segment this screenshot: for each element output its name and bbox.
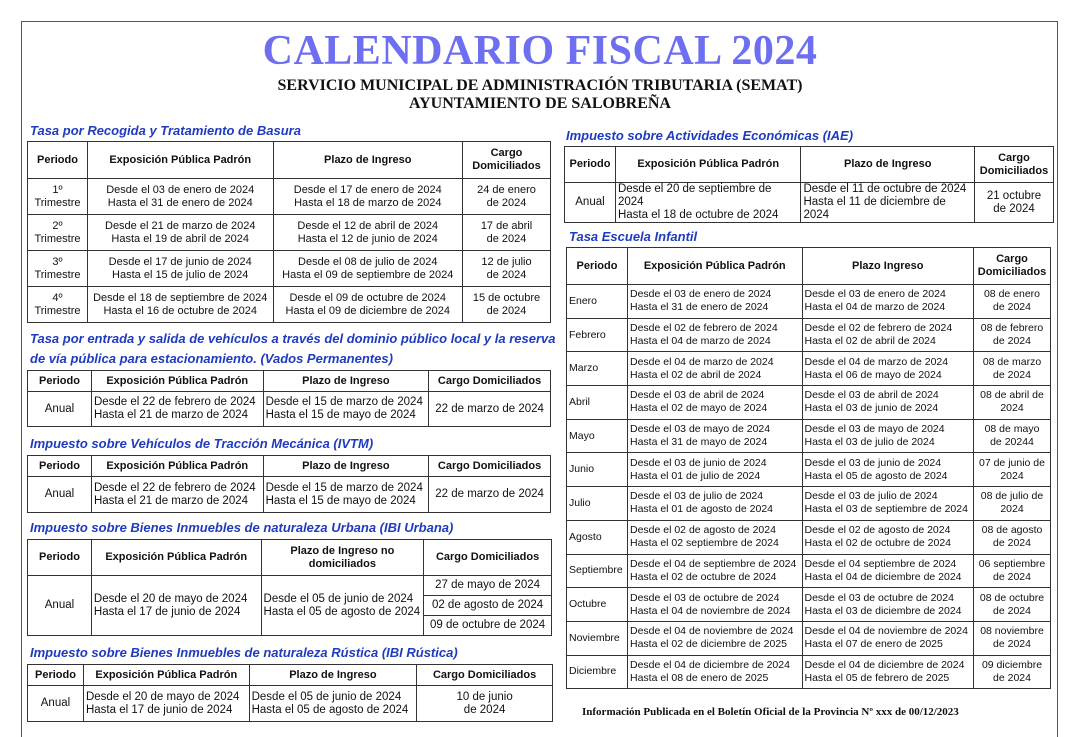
section-title-vados-line1: Tasa por entrada y salida de vehículos a través del dominio público local y la reserva — [30, 331, 556, 346]
header-exposicion: Exposición Pública Padrón — [627, 248, 802, 285]
plazo-text: Desde el 03 de octubre de 2024 — [804, 591, 954, 604]
header-periodo: Periodo — [28, 371, 92, 392]
header-plazo: Plazo Ingreso — [802, 248, 974, 285]
cargo-text: de 2024 — [993, 537, 1031, 550]
exposicion-text: Desde el 02 de febrero de 2024 — [629, 322, 778, 335]
plazo-text: Desde el 05 de junio de 2024 — [263, 592, 414, 605]
exposicion-text: Hasta el 15 de julio de 2024 — [112, 268, 249, 281]
table-ivtm — [27, 455, 551, 513]
table-row — [567, 386, 1051, 420]
plazo-text: Hasta el 03 de diciembre de 2024 — [804, 604, 962, 617]
table-row — [567, 453, 1051, 487]
cargo-text: 09 de octubre de 2024 — [424, 616, 552, 636]
header-cargo: Cargo Domiciliados — [463, 142, 551, 179]
periodo-text: Anual — [28, 576, 92, 636]
header-plazo: Plazo de Ingreso — [273, 142, 463, 179]
page-subtitle-ayuntamiento: AYUNTAMIENTO DE SALOBREÑA — [409, 95, 671, 112]
cargo-text: de 2024 — [463, 703, 506, 716]
section-title-vados-line2: de vía pública para estacionamiento. (Vados Permanentes) — [30, 351, 393, 366]
plazo-text: Hasta el 04 de marzo de 2024 — [804, 301, 946, 314]
plazo-text: Desde el 02 de agosto de 2024 — [804, 524, 951, 537]
cargo-text: de 2024 — [993, 301, 1031, 314]
table-row — [567, 419, 1051, 453]
plazo-text: Desde el 11 de octubre de 2024 — [803, 183, 967, 195]
cargo-text: 08 noviembre — [980, 625, 1044, 638]
plazo-text: Desde el 04 de noviembre de 2024 — [804, 625, 968, 638]
cargo-text: de 2024 — [993, 671, 1031, 684]
plazo-text: Hasta el 03 de septiembre de 2024 — [804, 503, 968, 516]
table-row — [28, 287, 551, 323]
header-periodo: Periodo — [565, 147, 616, 183]
plazo-text: Hasta el 05 de agosto de 2024 — [263, 605, 421, 618]
cargo-text: 08 de mayo — [984, 423, 1040, 436]
exposicion-text: Hasta el 04 de marzo de 2024 — [629, 335, 771, 348]
page-title: CALENDARIO FISCAL 2024 — [262, 28, 818, 74]
exposicion-text: Hasta el 31 de mayo de 2024 — [629, 436, 768, 449]
header-exposicion: Exposición Pública Padrón — [87, 142, 273, 179]
periodo-text: Anual — [28, 477, 92, 513]
cargo-text: de 2024 — [486, 268, 527, 281]
cargo-text: de 2024 — [486, 304, 527, 317]
cargo-text: 12 de julio — [481, 255, 532, 268]
cargo-text: 2024 — [1000, 503, 1024, 516]
plazo-text: Desde el 04 de diciembre de 2024 — [804, 658, 965, 671]
section-title-ivtm: Impuesto sobre Vehículos de Tracción Mecánica (IVTM) — [30, 436, 374, 451]
exposicion-text: Desde el 03 de abril de 2024 — [629, 389, 765, 402]
cargo-text: 08 de marzo — [982, 355, 1042, 368]
exposicion-text: Desde el 04 de marzo de 2024 — [629, 355, 774, 368]
exposicion-text: Desde el 18 de septiembre de 2024 — [93, 291, 268, 304]
cargo-text: 2024 — [1000, 402, 1024, 415]
cargo-text: 21 octubre — [986, 189, 1042, 202]
exposicion-text: Desde el 20 de mayo de 2024 — [85, 690, 240, 703]
exposicion-text: Hasta el 01 de julio de 2024 — [629, 469, 761, 482]
plazo-text: Desde el 15 de marzo de 2024 — [265, 396, 423, 408]
table-row — [567, 318, 1051, 352]
header-periodo: Periodo — [28, 540, 92, 576]
table-basura — [27, 141, 551, 323]
header-periodo: Periodo — [28, 665, 84, 686]
cargo-text: 22 de marzo de 2024 — [429, 477, 551, 513]
cargo-text: 07 de junio de — [979, 456, 1045, 469]
plazo-text: Hasta el 18 de marzo de 2024 — [294, 196, 442, 209]
page-subtitle-semat: SERVICIO MUNICIPAL DE ADMINISTRACIÓN TRIBUTARIA (SEMAT) — [277, 77, 803, 94]
month-text: Noviembre — [569, 631, 620, 644]
cargo-text: 10 de junio — [456, 690, 513, 703]
table-row — [28, 686, 553, 722]
plazo-text: Desde el 03 de junio de 2024 — [804, 456, 942, 469]
plazo-text: Desde el 12 de abril de 2024 — [297, 219, 439, 232]
exposicion-text: Desde el 20 de mayo de 2024 — [93, 592, 248, 605]
table-escuela — [566, 247, 1051, 689]
cargo-text: de 2024 — [486, 196, 527, 209]
cargo-text: de 2024 — [993, 604, 1031, 617]
exposicion-text: Desde el 03 de mayo de 2024 — [629, 423, 771, 436]
table-row — [28, 392, 551, 427]
exposicion-text: Desde el 22 de febrero de 2024 — [93, 481, 256, 494]
periodo-text: 4º — [52, 291, 63, 304]
exposicion-text: Desde el 03 de enero de 2024 — [629, 288, 772, 301]
exposicion-text: Hasta el 02 de diciembre de 2025 — [629, 638, 788, 651]
periodo-text: 1º — [52, 183, 63, 196]
header-periodo: Periodo — [567, 248, 628, 285]
cargo-text: 17 de abril — [480, 219, 533, 232]
cargo-text: de 2024 — [993, 638, 1031, 651]
table-row — [28, 215, 551, 251]
month-text: Abril — [569, 395, 591, 408]
section-title-basura: Tasa por Recogida y Tratamiento de Basura — [30, 123, 301, 138]
plazo-text: Desde el 09 de octubre de 2024 — [289, 291, 447, 304]
exposicion-text: Hasta el 17 de junio de 2024 — [85, 703, 233, 716]
exposicion-text: Desde el 22 de febrero de 2024 — [93, 396, 256, 408]
cargo-text: de 2024 — [993, 570, 1031, 583]
plazo-text: Hasta el 02 de octubre de 2024 — [804, 537, 952, 550]
exposicion-text: Hasta el 02 septiembre de 2024 — [629, 537, 779, 550]
cargo-text: 02 de agosto de 2024 — [424, 596, 552, 616]
table-iae — [564, 146, 1054, 223]
plazo-text: Hasta el 05 de agosto de 2024 — [251, 703, 409, 716]
exposicion-text: Hasta el 21 de marzo de 2024 — [93, 409, 249, 421]
month-text: Diciembre — [569, 665, 617, 678]
month-text: Septiembre — [569, 564, 623, 577]
exposicion-text: Desde el 20 de septiembre de 2024 — [617, 183, 772, 208]
month-text: Mayo — [569, 429, 595, 442]
cargo-text: de 2024 — [993, 202, 1035, 215]
cargo-text: 27 de mayo de 2024 — [424, 576, 552, 596]
table-row — [567, 621, 1051, 655]
header-exposicion: Exposición Pública Padrón — [83, 665, 249, 686]
table-row — [28, 179, 551, 215]
cargo-text: 09 diciembre — [981, 658, 1043, 671]
periodo-text: Anual — [28, 686, 84, 722]
exposicion-text: Desde el 02 de agosto de 2024 — [629, 524, 776, 537]
header-periodo: Periodo — [28, 456, 92, 477]
header-cargo: Cargo Domiciliados — [429, 371, 551, 392]
cargo-text: de 2024 — [486, 232, 527, 245]
table-row — [567, 352, 1051, 386]
exposicion-text: Desde el 03 de julio de 2024 — [629, 490, 764, 503]
header-cargo: Cargo Domiciliados — [974, 248, 1051, 285]
plazo-text: Desde el 03 de julio de 2024 — [804, 490, 938, 503]
exposicion-text: Desde el 21 de marzo de 2024 — [105, 219, 256, 232]
cargo-text: 15 de octubre — [472, 291, 541, 304]
plazo-text: Hasta el 03 de julio de 2024 — [804, 436, 935, 449]
exposicion-text: Hasta el 02 de mayo de 2024 — [629, 402, 768, 415]
header-plazo: Plazo de Ingreso — [263, 371, 429, 392]
cargo-text: de 2024 — [993, 335, 1031, 348]
cargo-text: de 20244 — [990, 436, 1034, 449]
header-cargo: Cargo Domiciliados — [974, 147, 1053, 183]
cargo-text: 08 de febrero — [980, 322, 1044, 335]
exposicion-text: Desde el 03 de enero de 2024 — [106, 183, 255, 196]
plazo-text: Hasta el 05 de febrero de 2025 — [804, 671, 950, 684]
plazo-text: Hasta el 02 de abril de 2024 — [804, 335, 936, 348]
month-text: Febrero — [569, 328, 606, 341]
header-cargo: Cargo Domiciliados — [429, 456, 551, 477]
table-row — [567, 520, 1051, 554]
exposicion-text: Hasta el 19 de abril de 2024 — [111, 232, 250, 245]
header-exposicion: Exposición Pública Padrón — [91, 456, 263, 477]
cargo-text: 24 de enero — [477, 183, 536, 196]
periodo-text: Trimestre — [34, 304, 81, 317]
header-cargo: Cargo Domiciliados — [424, 540, 552, 576]
exposicion-text: Hasta el 16 de octubre de 2024 — [103, 304, 257, 317]
section-title-iae: Impuesto sobre Actividades Económicas (IAE) — [566, 128, 854, 143]
plazo-text: Desde el 04 septiembre de 2024 — [804, 557, 957, 570]
plazo-text: Hasta el 07 de enero de 2025 — [804, 638, 943, 651]
header-plazo: Plazo de Ingreso — [801, 147, 975, 183]
plazo-text: Desde el 03 de abril de 2024 — [804, 389, 939, 402]
exposicion-text: Hasta el 02 de abril de 2024 — [629, 368, 762, 381]
plazo-text: Desde el 03 de enero de 2024 — [804, 288, 946, 301]
plazo-text: Hasta el 04 de diciembre de 2024 — [804, 570, 962, 583]
exposicion-text: Desde el 04 de diciembre de 2024 — [629, 658, 790, 671]
table-row — [565, 183, 1054, 223]
header-plazo: Plazo de Ingreso — [249, 665, 417, 686]
exposicion-text: Desde el 03 de junio de 2024 — [629, 456, 767, 469]
plazo-text: Hasta el 09 de diciembre de 2024 — [285, 304, 450, 317]
table-row — [28, 576, 552, 596]
table-row — [567, 487, 1051, 521]
header-exposicion: Exposición Pública Padrón — [615, 147, 801, 183]
plazo-text: Desde el 17 de enero de 2024 — [293, 183, 442, 196]
plazo-text: Hasta el 09 de septiembre de 2024 — [282, 268, 454, 281]
section-title-ibi-rustica: Impuesto sobre Bienes Inmuebles de naturaleza Rústica (IBI Rústica) — [30, 645, 458, 660]
periodo-text: Anual — [565, 183, 616, 223]
exposicion-text: Desde el 17 de junio de 2024 — [108, 255, 252, 268]
periodo-text: Anual — [28, 392, 92, 427]
periodo-text: Trimestre — [34, 232, 81, 245]
plazo-text: Hasta el 06 de mayo de 2024 — [804, 368, 942, 381]
table-row — [28, 477, 551, 513]
exposicion-text: Hasta el 08 de enero de 2025 — [629, 671, 769, 684]
header-plazo: Plazo de Ingreso no domiciliados — [261, 540, 424, 576]
exposicion-text: Hasta el 17 de junio de 2024 — [93, 605, 241, 618]
periodo-text: 2º — [52, 219, 63, 232]
plazo-text: Desde el 08 de julio de 2024 — [298, 255, 438, 268]
exposicion-text: Hasta el 31 de enero de 2024 — [107, 196, 253, 209]
table-row — [567, 655, 1051, 689]
periodo-text: 3º — [52, 255, 63, 268]
exposicion-text: Desde el 04 de noviembre de 2024 — [629, 625, 794, 638]
month-text: Agosto — [569, 530, 602, 543]
footer-note: Información Publicada en el Boletín Oficial de la Provincia Nº xxx de 00/12/2023 — [582, 706, 959, 718]
table-row — [567, 554, 1051, 588]
header-cargo: Cargo Domiciliados — [417, 665, 553, 686]
plazo-text: Desde el 02 de febrero de 2024 — [804, 322, 953, 335]
cargo-text: 08 de abril de — [980, 389, 1044, 402]
header-plazo: Plazo de Ingreso — [263, 456, 429, 477]
exposicion-text: Desde el 04 de septiembre de 2024 — [629, 557, 797, 570]
exposicion-text: Hasta el 21 de marzo de 2024 — [93, 494, 249, 507]
plazo-text: Desde el 05 de junio de 2024 — [251, 690, 402, 703]
exposicion-text: Hasta el 01 de agosto de 2024 — [629, 503, 774, 516]
plazo-text: Hasta el 03 de junio de 2024 — [804, 402, 939, 415]
table-ibi-rustica — [27, 664, 553, 722]
header-exposicion: Exposición Pública Padrón — [91, 540, 261, 576]
table-row — [28, 251, 551, 287]
exposicion-text: Hasta el 31 de enero de 2024 — [629, 301, 769, 314]
table-row — [567, 285, 1051, 319]
table-ibi-urbana — [27, 539, 552, 636]
plazo-text: Hasta el 12 de junio de 2024 — [297, 232, 438, 245]
month-text: Enero — [569, 294, 598, 307]
plazo-text: Hasta el 15 de mayo de 2024 — [265, 409, 416, 421]
cargo-text: 06 septiembre — [978, 557, 1046, 570]
cargo-text: 08 de enero — [983, 288, 1041, 301]
month-text: Marzo — [569, 362, 599, 375]
cargo-text: de 2024 — [993, 368, 1031, 381]
periodo-text: Trimestre — [34, 196, 81, 209]
section-title-ibi-urbana: Impuesto sobre Bienes Inmuebles de naturaleza Urbana (IBI Urbana) — [30, 520, 454, 535]
header-exposicion: Exposición Pública Padrón — [91, 371, 263, 392]
month-text: Octubre — [569, 598, 607, 611]
month-text: Julio — [569, 496, 591, 509]
cargo-text: 2024 — [1000, 469, 1024, 482]
exposicion-text: Hasta el 02 de octubre de 2024 — [629, 570, 777, 583]
month-text: Junio — [569, 463, 595, 476]
cargo-text: 08 de octubre — [979, 591, 1045, 604]
section-title-escuela: Tasa Escuela Infantil — [569, 229, 698, 244]
periodo-text: Trimestre — [34, 268, 81, 281]
table-vados — [27, 370, 551, 427]
plazo-text: Desde el 15 de marzo de 2024 — [265, 481, 423, 494]
exposicion-text: Desde el 03 de octubre de 2024 — [629, 591, 780, 604]
table-row — [567, 588, 1051, 622]
plazo-text: Hasta el 05 de agosto de 2024 — [804, 469, 948, 482]
header-periodo: Periodo — [28, 142, 88, 179]
plazo-text: Hasta el 15 de mayo de 2024 — [265, 494, 416, 507]
exposicion-text: Hasta el 18 de octubre de 2024 — [617, 209, 779, 221]
exposicion-text: Hasta el 04 de noviembre de 2024 — [629, 604, 791, 617]
plazo-text: Hasta el 11 de diciembre de 2024 — [803, 196, 946, 221]
plazo-text: Desde el 03 de mayo de 2024 — [804, 423, 945, 436]
cargo-text: 08 de agosto — [981, 524, 1043, 537]
cargo-text: 08 de julio de — [980, 490, 1044, 503]
cargo-text: 22 de marzo de 2024 — [429, 392, 551, 427]
plazo-text: Desde el 04 de marzo de 2024 — [804, 355, 949, 368]
